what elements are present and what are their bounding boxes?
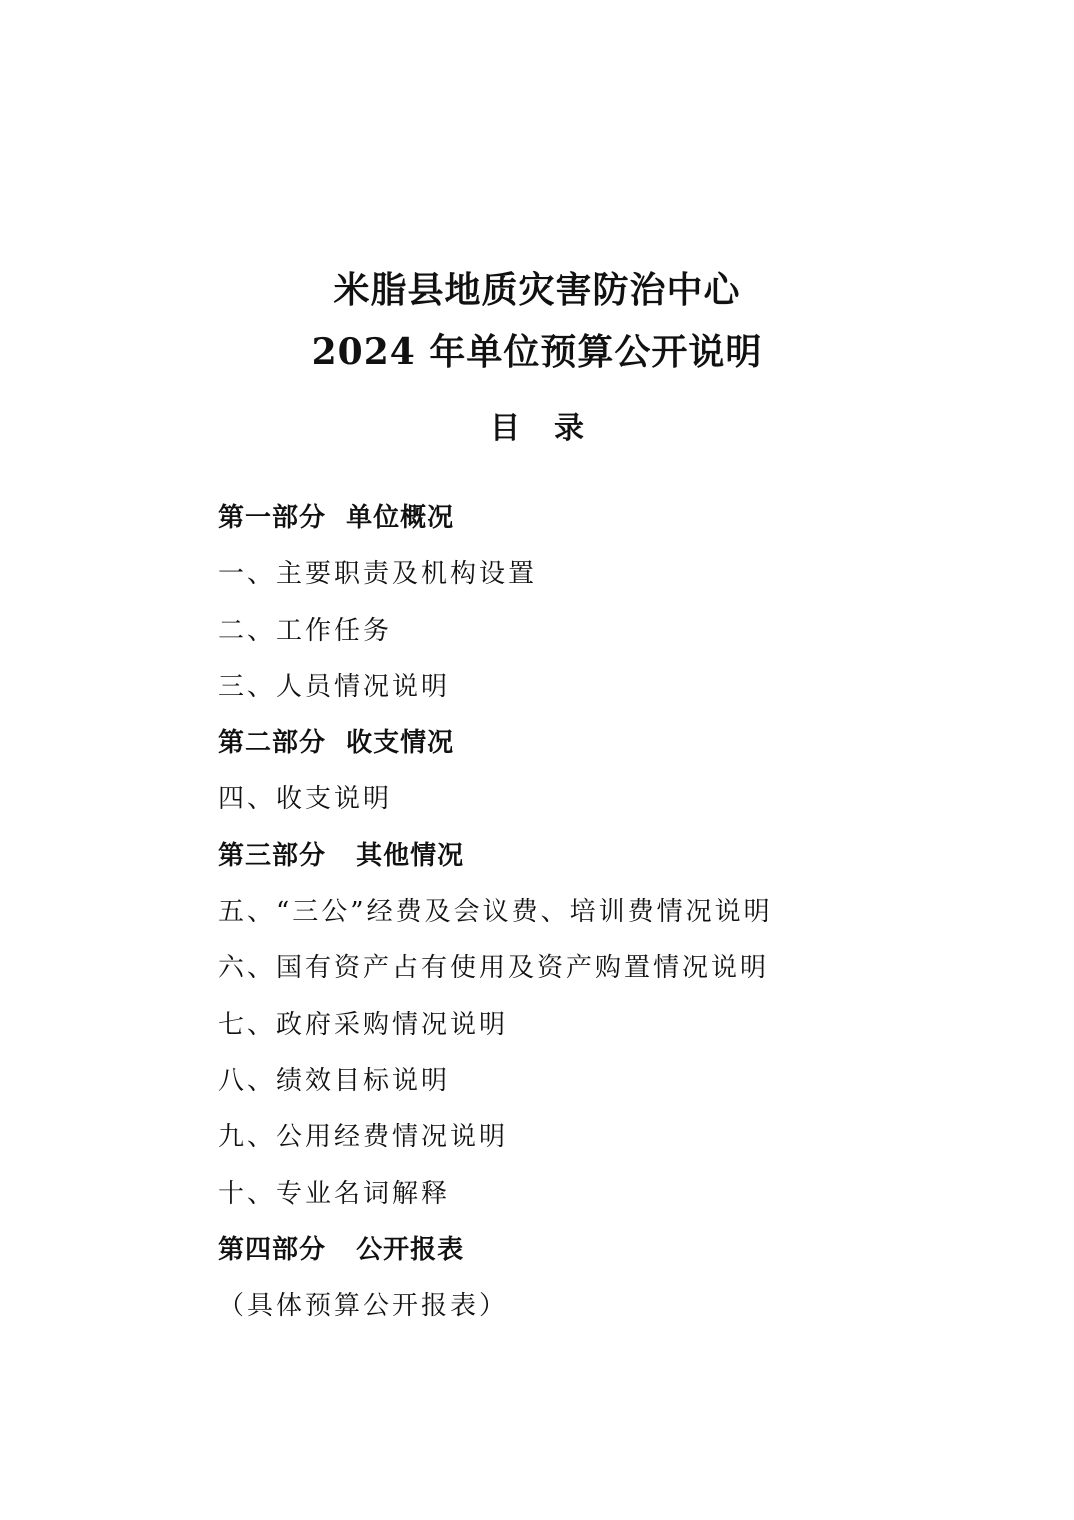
- toc-item-11: （具体预算公开报表）: [218, 1291, 509, 1322]
- toc-item-8: 八、绩效目标说明: [218, 1065, 451, 1096]
- toc-item-7: 七、政府采购情况说明: [218, 1009, 509, 1040]
- toc-part-3: 第三部分 其他情况: [218, 840, 465, 871]
- toc-item-1: 一、主要职责及机构设置: [218, 559, 538, 590]
- table-of-contents: [218, 498, 998, 1342]
- toc-heading-char-2: 录: [554, 411, 584, 446]
- toc-item-6: 六、国有资产占有使用及资产购置情况说明: [218, 953, 770, 984]
- toc-item-3: 三、人员情况说明: [218, 671, 451, 702]
- document-title-line1: 米脂县地质灾害防治中心: [333, 269, 741, 311]
- document-title-line2: 2024 年单位预算公开说明: [311, 331, 763, 373]
- toc-item-10: 十、专业名词解释: [218, 1178, 451, 1209]
- toc-part-2: 第二部分 收支情况: [218, 728, 455, 759]
- toc-part-4: 第四部分 公开报表: [218, 1234, 465, 1265]
- toc-item-5: 五、“三公”经费及会议费、培训费情况说明: [218, 897, 773, 928]
- toc-heading: [0, 411, 1074, 446]
- toc-item-9: 九、公用经费情况说明: [218, 1122, 509, 1153]
- toc-heading-char-1: 目: [490, 411, 520, 446]
- toc-part-1: 第一部分 单位概况: [218, 503, 455, 533]
- toc-item-4: 四、收支说明: [218, 784, 393, 815]
- toc-item-2: 二、工作任务: [218, 615, 393, 646]
